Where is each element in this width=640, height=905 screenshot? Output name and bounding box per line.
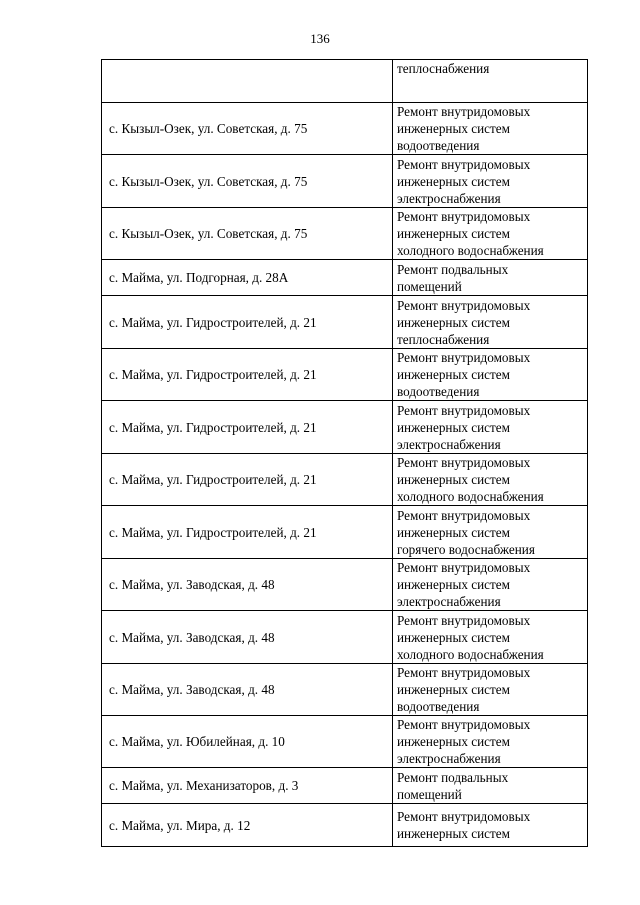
work-type-line: Ремонт внутридомовых	[397, 612, 531, 628]
address-cell: с. Майма, ул. Гидростроителей, д. 21	[102, 349, 393, 401]
work-type-line: помещений	[397, 278, 462, 294]
work-type-cell	[393, 60, 588, 103]
works-table	[101, 59, 588, 847]
table-row	[102, 454, 588, 506]
work-type-line: Ремонт внутридомовых	[397, 809, 531, 824]
table-row	[102, 60, 588, 103]
work-type-line: инженерных систем	[397, 734, 510, 749]
address-cell: с. Майма, ул. Юбилейная, д. 10	[102, 716, 393, 768]
work-type-cell	[393, 208, 588, 260]
address-cell: с. Майма, ул. Мира, д. 12	[102, 804, 393, 847]
work-type-line: Ремонт внутридомовых	[397, 455, 531, 470]
work-type-line: электроснабжения	[397, 190, 501, 206]
work-type-cell	[393, 103, 588, 155]
table-row	[102, 296, 588, 349]
table-row	[102, 768, 588, 804]
work-type-line: инженерных систем	[397, 524, 510, 540]
work-type-line: электроснабжения	[397, 594, 501, 609]
work-type-line: инженерных систем	[397, 121, 510, 136]
work-type-line: горячего водоснабжения	[397, 541, 535, 557]
work-type-cell	[393, 664, 588, 716]
work-type-line: Ремонт подвальных	[397, 261, 509, 277]
address-cell: с. Майма, ул. Гидростроителей, д. 21	[102, 506, 393, 559]
work-type-line: Ремонт внутридомовых	[397, 717, 531, 732]
table-row	[102, 260, 588, 296]
work-type-cell	[393, 559, 588, 611]
work-type-line: электроснабжения	[397, 751, 501, 766]
table-row	[102, 664, 588, 716]
work-type-cell	[393, 506, 588, 559]
work-type-line: Ремонт внутридомовых	[397, 156, 531, 172]
work-type-line: Ремонт внутридомовых	[397, 560, 531, 575]
table-row	[102, 559, 588, 611]
address-cell: с. Кызыл-Озек, ул. Советская, д. 75	[102, 103, 393, 155]
work-type-line: Ремонт внутридомовых	[397, 402, 531, 418]
work-type-line: холодного водоснабжения	[397, 646, 544, 662]
work-type-line: инженерных систем	[397, 826, 510, 841]
work-type-line: водоотведения	[397, 384, 480, 399]
work-type-line: холодного водоснабжения	[397, 243, 544, 258]
work-type-line: Ремонт внутридомовых	[397, 297, 531, 313]
work-type-line: инженерных систем	[397, 577, 510, 592]
table-row	[102, 401, 588, 454]
address-cell: с. Майма, ул. Механизаторов, д. 3	[102, 768, 393, 804]
work-type-cell	[393, 768, 588, 804]
work-type-line: водоотведения	[397, 138, 480, 153]
work-type-line: теплоснабжения	[397, 61, 490, 76]
work-type-line: холодного водоснабжения	[397, 489, 544, 504]
page-number: 136	[310, 31, 330, 46]
works-table-body	[102, 60, 588, 847]
work-type-line: инженерных систем	[397, 173, 510, 189]
table-row	[102, 506, 588, 559]
address-cell: с. Майма, ул. Подгорная, д. 28А	[102, 260, 393, 296]
work-type-cell	[393, 804, 588, 847]
work-type-line: инженерных систем	[397, 226, 510, 241]
work-type-cell	[393, 155, 588, 208]
work-type-line: инженерных систем	[397, 314, 510, 330]
work-type-line: Ремонт внутридомовых	[397, 507, 531, 523]
table-row	[102, 804, 588, 847]
table-row	[102, 716, 588, 768]
work-type-line: помещений	[397, 786, 462, 802]
address-cell: с. Кызыл-Озек, ул. Советская, д. 75	[102, 208, 393, 260]
work-type-cell	[393, 611, 588, 664]
address-cell: с. Майма, ул. Заводская, д. 48	[102, 611, 393, 664]
work-type-cell	[393, 349, 588, 401]
table-row	[102, 349, 588, 401]
address-cell: с. Майма, ул. Гидростроителей, д. 21	[102, 296, 393, 349]
work-type-cell	[393, 401, 588, 454]
work-type-line: Ремонт внутридомовых	[397, 104, 531, 119]
table-row	[102, 611, 588, 664]
work-type-line: инженерных систем	[397, 367, 510, 382]
work-type-cell	[393, 454, 588, 506]
work-type-line: Ремонт подвальных	[397, 769, 509, 785]
address-cell: с. Майма, ул. Заводская, д. 48	[102, 559, 393, 611]
work-type-line: инженерных систем	[397, 419, 510, 435]
work-type-line: инженерных систем	[397, 629, 510, 645]
work-type-line: электроснабжения	[397, 436, 501, 452]
work-type-line: водоотведения	[397, 699, 480, 714]
table-row	[102, 155, 588, 208]
address-cell: с. Майма, ул. Гидростроителей, д. 21	[102, 401, 393, 454]
work-type-cell	[393, 260, 588, 296]
work-type-line: инженерных систем	[397, 682, 510, 697]
work-type-line: Ремонт внутридомовых	[397, 665, 531, 680]
work-type-line: инженерных систем	[397, 472, 510, 487]
table-row	[102, 208, 588, 260]
address-cell: с. Майма, ул. Гидростроителей, д. 21	[102, 454, 393, 506]
work-type-line: теплоснабжения	[397, 331, 490, 347]
work-type-line: Ремонт внутридомовых	[397, 209, 531, 224]
address-cell: с. Майма, ул. Заводская, д. 48	[102, 664, 393, 716]
table-row	[102, 103, 588, 155]
work-type-cell	[393, 716, 588, 768]
work-type-line: Ремонт внутридомовых	[397, 350, 531, 365]
address-cell	[102, 60, 393, 103]
address-cell: с. Кызыл-Озек, ул. Советская, д. 75	[102, 155, 393, 208]
work-type-cell	[393, 296, 588, 349]
